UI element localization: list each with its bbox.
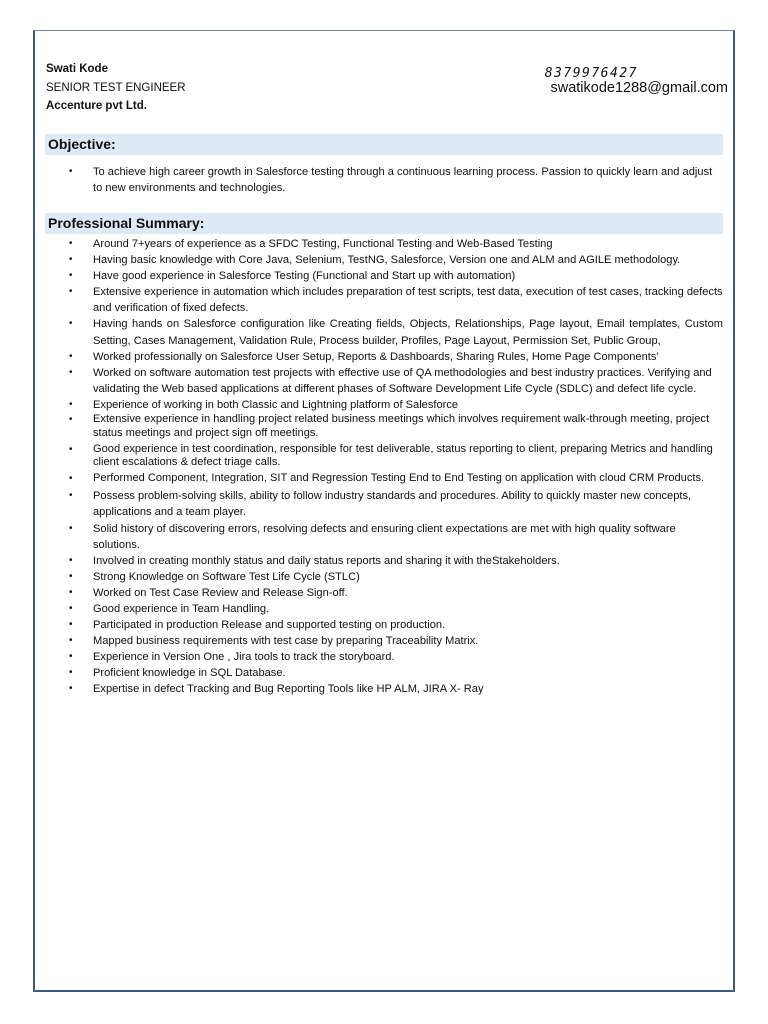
company-name: Accenture pvt Ltd. <box>46 100 147 112</box>
list-item: • Extensive experience in handling project related business meetings which involves requirement walk-through meeting, project status meetings and project sign off meetings. <box>45 413 723 440</box>
resume-header <box>46 60 186 116</box>
list-item: • Worked professionally on Salesforce User Setup, Reports & Dashboards, Sharing Rules, Home Page Components’ <box>45 349 723 365</box>
list-item: • Experience of working in both Classic and Lightning platform of Salesforce <box>45 397 723 413</box>
email-address: swatikode1288@gmail.com <box>550 80 728 96</box>
list-item: • Possess problem-solving skills, ability to follow industry standards and procedures. Ability to quickly master new concepts, applications and a team player. <box>45 488 723 520</box>
phone-number: 8379976427 <box>544 66 638 81</box>
list-item: • Having basic knowledge with Core Java, Selenium, TestNG, Salesforce, Version one and ALM and AGILE methodology. <box>45 252 723 268</box>
list-item: • Proficient knowledge in SQL Database. <box>45 665 723 681</box>
list-item: • Solid history of discovering errors, resolving defects and ensuring client expectations are met with high quality software solutions. <box>45 521 723 553</box>
list-item: • Participated in production Release and supported testing on production. <box>45 617 723 633</box>
contact-info <box>545 66 728 96</box>
list-item: • Expertise in defect Tracking and Bug Reporting Tools like HP ALM, JIRA X- Ray <box>45 681 723 697</box>
list-item: • Involved in creating monthly status and daily status reports and sharing it with theStakeholders. <box>45 553 723 569</box>
list-item: • Strong Knowledge on Software Test Life Cycle (STLC) <box>45 569 723 585</box>
list-item: • Good experience in Team Handling. <box>45 601 723 617</box>
list-item: • Worked on Test Case Review and Release Sign-off. <box>45 585 723 601</box>
candidate-name: Swati Kode <box>46 63 108 75</box>
list-item: • Good experience in test coordination, responsible for test deliverable, status reporting to client, preparing Metrics and handling client escalations & defect triage calls. <box>45 443 723 470</box>
list-item: • Experience in Version One , Jira tools to track the storyboard. <box>45 649 723 665</box>
list-item: • To achieve high career growth in Salesforce testing through a continuous learning process. Passion to quickly learn and adjust to new environments and technologies. <box>45 164 723 196</box>
list-item: • Performed Component, Integration, SIT and Regression Testing End to End Testing on application with cloud CRM Products. <box>45 472 723 486</box>
objective-heading: Objective: <box>45 134 723 155</box>
list-item: • Extensive experience in automation which includes preparation of test scripts, test data, execution of test cases, tracking defects and verification of fixed defects. <box>45 284 723 316</box>
list-item: • Worked on software automation test projects with effective use of QA methodologies and best industry practices. Verifying and validating the Web based applications at different phases of Software Development Life Cycle (SDLC) and defect life cycle. <box>45 365 723 397</box>
summary-list <box>45 236 723 698</box>
list-item: • Mapped business requirements with test case by preparing Traceability Matrix. <box>45 633 723 649</box>
job-title: SENIOR TEST ENGINEER <box>46 81 186 94</box>
list-item: • Having hands on Salesforce configuration like Creating fields, Objects, Relationships, Page layout, Email templates, Custom Setting, Cases Management, Validation Rule, Process builder, Profiles, Page Layout, Permission Set, Public Group, <box>45 316 723 348</box>
list-item: • Around 7+years of experience as a SFDC Testing, Functional Testing and Web-Based Testing <box>45 236 723 252</box>
list-item: • Have good experience in Salesforce Testing (Functional and Start up with automation) <box>45 268 723 284</box>
objective-list <box>45 164 723 196</box>
summary-heading: Professional Summary: <box>45 213 723 234</box>
